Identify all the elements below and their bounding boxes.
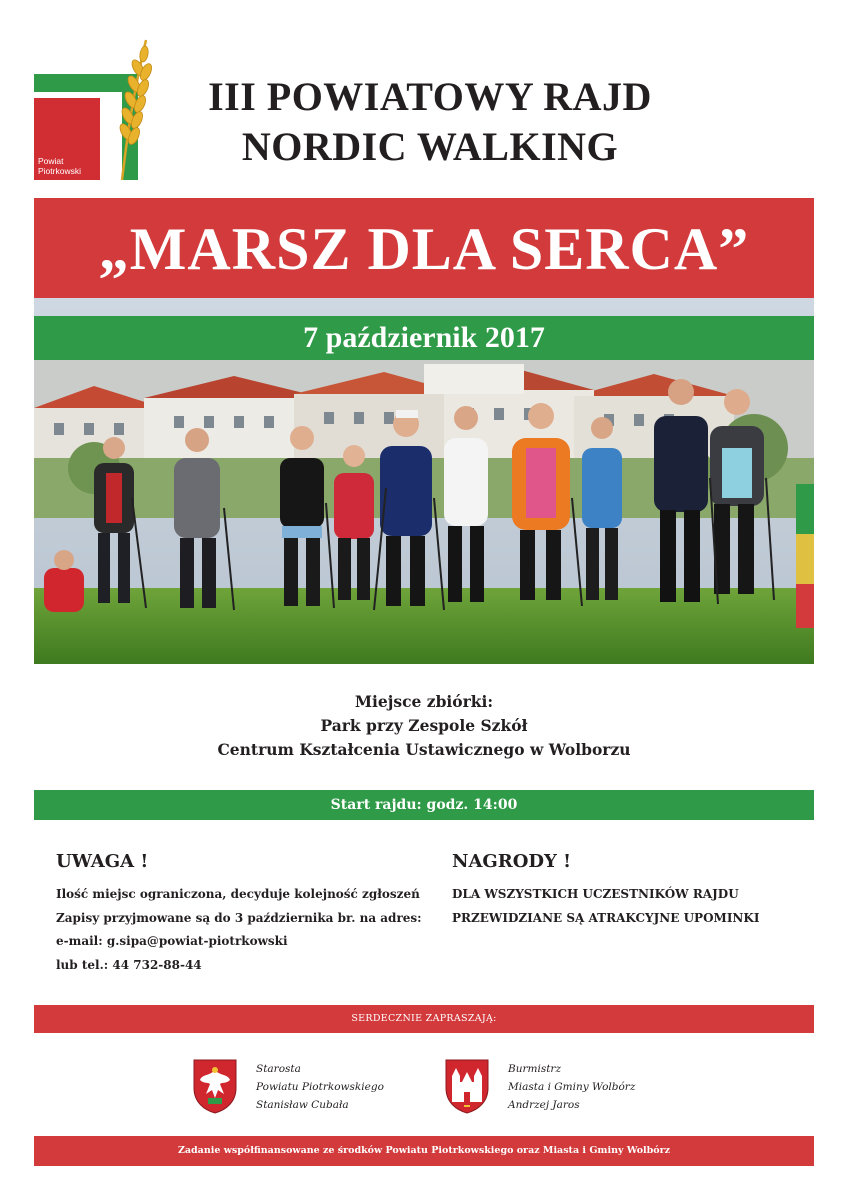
event-date: 7 październik 2017 [303,321,545,354]
invite-text: SERDECZNIE ZAPRASZAJĄ: [351,1013,497,1024]
powiat-logo [34,38,152,180]
nagrody-heading: NAGRODY ! [452,851,572,872]
event-title [170,72,690,172]
nagrody-text [452,883,802,930]
uwaga-line: Ilość miejsc ograniczona, decyduje kolejność zgłoszeń [56,887,420,901]
nagrody-line: PRZEWIDZIANE SĄ ATRAKCYJNE UPOMINKI [452,910,760,925]
wheat-icon [100,38,154,180]
signer-burmistrz [508,1060,635,1114]
uwaga-heading: UWAGA ! [56,851,149,872]
slogan-banner [34,198,814,298]
meeting-label: Miejsce zbiórki: [354,692,494,711]
funding-band [34,1136,814,1166]
signer-starosta [256,1060,384,1114]
title-line-1: III POWIATOWY RAJD [208,74,652,119]
funding-text: Zadanie współfinansowane ze środków Powiatu Piotrkowskiego oraz Miasta i Gminy Wolbórz [177,1145,671,1156]
start-band [34,790,814,820]
meeting-line-2: Centrum Kształcenia Ustawicznego w Wolborzu [217,740,631,759]
meeting-place [134,690,714,762]
signer-role: Burmistrz [508,1063,561,1075]
title-line-2: NORDIC WALKING [241,124,619,169]
signer-office: Miasta i Gminy Wolbórz [508,1081,636,1093]
date-band [34,316,814,360]
signer-role: Starosta [256,1063,301,1075]
nagrody-line: DLA WSZYSTKICH UCZESTNIKÓW RAJDU [452,887,739,901]
invite-band [34,1005,814,1033]
uwaga-email: e-mail: g.sipa@powiat-piotrkowski [56,934,288,948]
signer-name: Stanisław Cubała [256,1099,349,1111]
wolborz-crest-icon [444,1058,490,1114]
signer-office: Powiatu Piotrkowskiego [256,1081,384,1093]
powiat-crest-icon [192,1058,238,1114]
logo-text: Powiat Piotrkowski [38,156,81,176]
slogan-text: „MARSZ DLA SERCA” [98,216,750,282]
start-time: Start rajdu: godz. 14:00 [330,797,518,813]
uwaga-text [56,883,436,977]
uwaga-phone: lub tel.: 44 732-88-44 [56,957,202,972]
uwaga-line: Zapisy przyjmowane są do 3 października br. na adres: [56,910,422,925]
meeting-line-1: Park przy Zespole Szkół [320,716,528,735]
signer-name: Andrzej Jaros [508,1099,580,1111]
